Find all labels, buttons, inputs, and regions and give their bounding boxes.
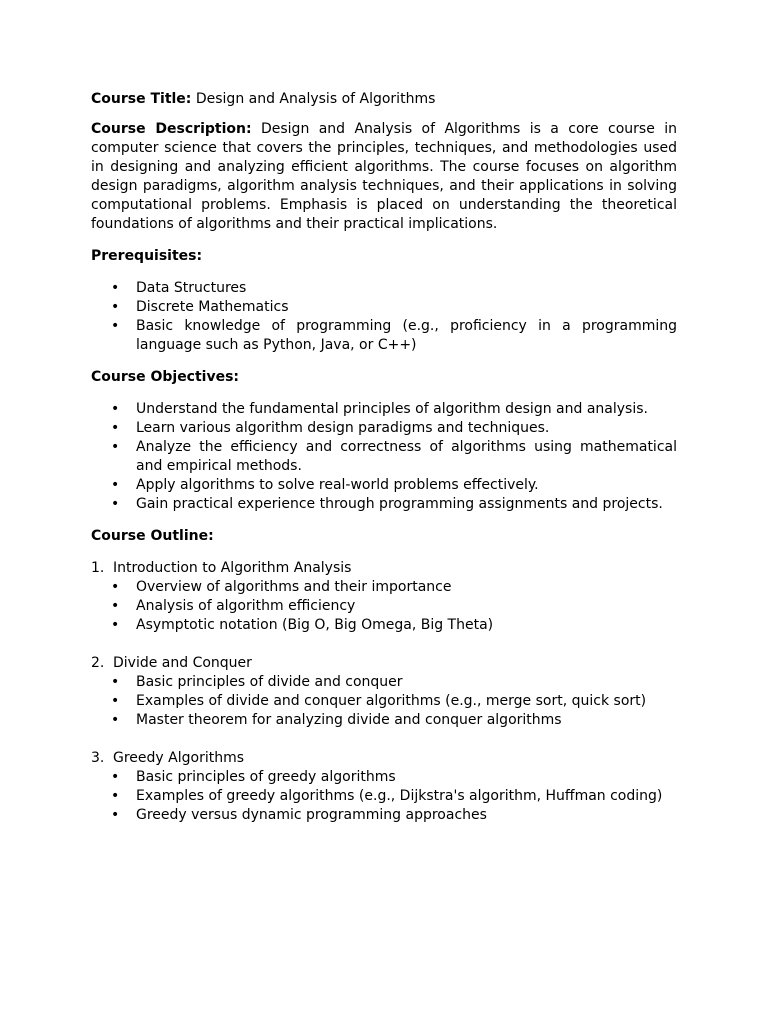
course-title-value: Design and Analysis of Algorithms (195, 91, 436, 107)
outline-section-number: 3. (91, 750, 105, 766)
list-item (91, 768, 677, 787)
list-item-text: Asymptotic notation (Big O, Big Omega, Big Theta) (136, 617, 494, 633)
bullet-icon: • (111, 712, 120, 728)
list-item (91, 317, 677, 355)
list-item-text: Overview of algorithms and their importance (136, 579, 452, 595)
course-description (91, 120, 677, 234)
list-item-text: Learn various algorithm design paradigms and techniques. (136, 420, 550, 436)
course-title (91, 90, 677, 109)
outline-section-list (91, 768, 677, 825)
bullet-icon: • (111, 598, 120, 614)
outline-section-list (91, 578, 677, 635)
bullet-icon: • (111, 788, 120, 804)
list-item (91, 419, 677, 438)
outline-section-1 (91, 559, 677, 635)
list-item-text: Examples of divide and conquer algorithms (e.g., merge sort, quick sort) (136, 693, 647, 709)
list-item-text: Analysis of algorithm efficiency (136, 598, 356, 614)
list-item (91, 400, 677, 419)
list-item (91, 578, 677, 597)
bullet-icon: • (111, 807, 120, 823)
bullet-icon: • (111, 617, 120, 633)
list-item (91, 806, 677, 825)
list-item (91, 787, 677, 806)
list-item-text: Discrete Mathematics (136, 299, 289, 315)
bullet-icon: • (111, 318, 120, 334)
outline-heading: Course Outline: (91, 528, 214, 544)
list-item (91, 495, 677, 514)
list-item (91, 476, 677, 495)
list-item (91, 279, 677, 298)
outline-section-list (91, 673, 677, 730)
bullet-icon: • (111, 401, 120, 417)
list-item-text: Analyze the efficiency and correctness of algorithms using mathematical and empirical methods. (136, 439, 677, 474)
outline-section-title (91, 749, 677, 768)
list-item-text: Apply algorithms to solve real-world problems effectively. (136, 477, 539, 493)
list-item (91, 438, 677, 476)
list-item (91, 673, 677, 692)
bullet-icon: • (111, 579, 120, 595)
prerequisites-list (91, 279, 677, 355)
list-item (91, 692, 677, 711)
bullet-icon: • (111, 439, 120, 455)
prerequisites-heading: Prerequisites: (91, 248, 203, 264)
bullet-icon: • (111, 769, 120, 785)
list-item-text: Data Structures (136, 280, 247, 296)
bullet-icon: • (111, 674, 120, 690)
list-item-text: Master theorem for analyzing divide and conquer algorithms (136, 712, 562, 728)
outline-section-title-text: Divide and Conquer (113, 655, 252, 671)
bullet-icon: • (111, 693, 120, 709)
list-item-text: Gain practical experience through programming assignments and projects. (136, 496, 663, 512)
list-item-text: Basic principles of divide and conquer (136, 674, 403, 690)
outline-section-number: 1. (91, 560, 105, 576)
list-item-text: Understand the fundamental principles of algorithm design and analysis. (136, 401, 648, 417)
bullet-icon: • (111, 280, 120, 296)
objectives-list (91, 400, 677, 514)
outline-section-title-text: Introduction to Algorithm Analysis (113, 560, 352, 576)
bullet-icon: • (111, 477, 120, 493)
bullet-icon: • (111, 299, 120, 315)
list-item-text: Greedy versus dynamic programming approaches (136, 807, 487, 823)
outline-section-title (91, 654, 677, 673)
list-item-text: Examples of greedy algorithms (e.g., Dijkstra's algorithm, Huffman coding) (136, 788, 663, 804)
list-item (91, 298, 677, 317)
list-item-text: Basic principles of greedy algorithms (136, 769, 396, 785)
objectives-heading: Course Objectives: (91, 369, 240, 385)
outline-section-2 (91, 654, 677, 730)
list-item (91, 711, 677, 730)
list-item (91, 597, 677, 616)
outline-section-number: 2. (91, 655, 105, 671)
course-title-label: Course Title: (91, 91, 192, 107)
bullet-icon: • (111, 496, 120, 512)
outline-section-title (91, 559, 677, 578)
course-description-label: Course Description: (91, 121, 252, 137)
list-item (91, 616, 677, 635)
outline-section-3 (91, 749, 677, 825)
outline-section-title-text: Greedy Algorithms (113, 750, 245, 766)
list-item-text: Basic knowledge of programming (e.g., proficiency in a programming language such as Python, Java, or C++) (136, 318, 677, 353)
bullet-icon: • (111, 420, 120, 436)
course-description-text: Design and Analysis of Algorithms is a core course in computer science that covers the principles, techniques, and methodologies used in designing and analyzing efficient algorithms. The course focuses on algorithm design paradigms, algorithm analysis techniques, and their applications in solving computational problems. Emphasis is placed on understanding the theoretical foundations of algorithms and their practical implications. (91, 121, 677, 232)
